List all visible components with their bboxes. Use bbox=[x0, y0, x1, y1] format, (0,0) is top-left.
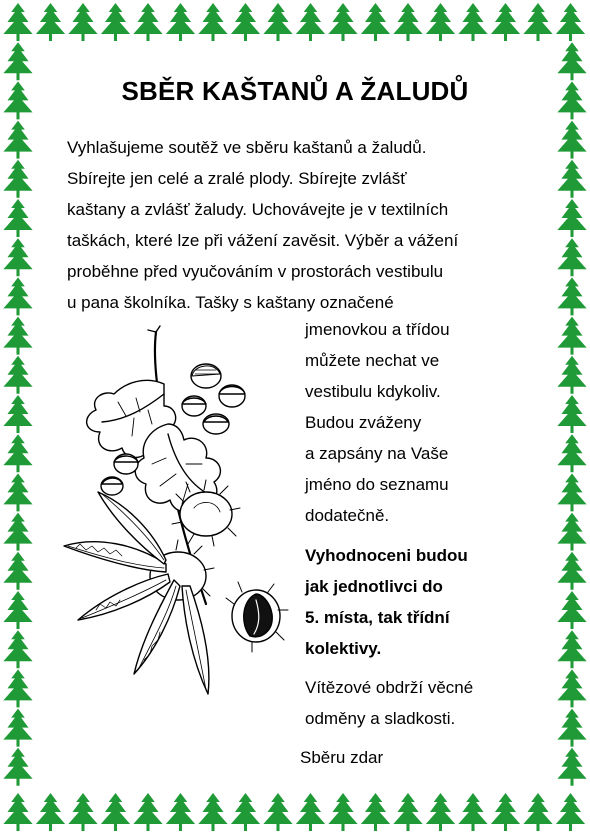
pine-tree-icon bbox=[3, 552, 32, 590]
pine-tree-icon bbox=[3, 3, 32, 41]
pine-tree-icon bbox=[166, 793, 195, 831]
pine-tree-icon bbox=[231, 793, 260, 831]
pine-tree-icon bbox=[557, 630, 586, 668]
pine-tree-icon bbox=[557, 121, 586, 159]
pine-tree-icon bbox=[3, 434, 32, 472]
pine-tree-icon bbox=[3, 709, 32, 747]
text-line: jmenovkou a třídou bbox=[305, 320, 450, 339]
pine-tree-icon bbox=[198, 3, 227, 41]
pine-tree-icon bbox=[101, 3, 130, 41]
text-line: a zapsány na Vaše bbox=[305, 444, 449, 463]
pine-tree-icon bbox=[3, 121, 32, 159]
text-line: dodatečně. bbox=[305, 506, 390, 525]
pine-tree-icon bbox=[133, 3, 162, 41]
text-line: Vyhlašujeme soutěž ve sběru kaštanů a žaludů. bbox=[67, 138, 427, 157]
intro-paragraph bbox=[67, 132, 537, 318]
pine-tree-icon bbox=[3, 591, 32, 629]
text-line: jméno do seznamu bbox=[305, 475, 449, 494]
pine-tree-icon bbox=[556, 793, 585, 831]
text-line: 5. místa, tak třídní bbox=[305, 608, 450, 627]
pine-tree-icon bbox=[557, 434, 586, 472]
pine-tree-icon bbox=[458, 793, 487, 831]
pine-tree-icon bbox=[263, 793, 292, 831]
pine-tree-icon bbox=[68, 3, 97, 41]
pine-tree-icon bbox=[557, 709, 586, 747]
pine-tree-icon bbox=[426, 3, 455, 41]
pine-tree-icon bbox=[328, 793, 357, 831]
pine-tree-icon bbox=[3, 199, 32, 237]
pine-tree-icon bbox=[263, 3, 292, 41]
pine-tree-icon bbox=[3, 317, 32, 355]
pine-tree-icon bbox=[133, 793, 162, 831]
pine-tree-icon bbox=[3, 395, 32, 433]
text-line: vestibulu kdykoliv. bbox=[305, 382, 441, 401]
pine-tree-icon bbox=[556, 3, 585, 41]
pine-tree-icon bbox=[3, 669, 32, 707]
chestnut-acorn-illustration bbox=[56, 324, 306, 724]
pine-tree-icon bbox=[557, 669, 586, 707]
pine-tree-icon bbox=[557, 513, 586, 551]
pine-tree-icon bbox=[557, 748, 586, 786]
pine-tree-icon bbox=[231, 3, 260, 41]
text-line: kolektivy. bbox=[305, 639, 382, 658]
pine-tree-icon bbox=[491, 793, 520, 831]
pine-tree-icon bbox=[3, 630, 32, 668]
pine-tree-icon bbox=[3, 748, 32, 786]
text-line: Vítězové obdrží věcné bbox=[305, 678, 474, 697]
pine-tree-icon bbox=[3, 513, 32, 551]
pine-tree-icon bbox=[36, 793, 65, 831]
pine-tree-icon bbox=[296, 3, 325, 41]
text-line: odměny a sladkosti. bbox=[305, 709, 456, 728]
pine-tree-icon bbox=[3, 473, 32, 511]
pine-tree-icon bbox=[557, 395, 586, 433]
pine-tree-icon bbox=[426, 793, 455, 831]
pine-tree-icon bbox=[3, 793, 32, 831]
pine-tree-icon bbox=[296, 793, 325, 831]
pine-tree-icon bbox=[523, 3, 552, 41]
pine-tree-icon bbox=[557, 277, 586, 315]
pine-tree-icon bbox=[101, 793, 130, 831]
pine-tree-icon bbox=[393, 793, 422, 831]
pine-tree-icon bbox=[557, 317, 586, 355]
text-line: u pana školníka. Tašky s kaštany označené bbox=[67, 293, 394, 312]
pine-tree-icon bbox=[3, 356, 32, 394]
pine-tree-icon bbox=[3, 238, 32, 276]
pine-tree-icon bbox=[557, 356, 586, 394]
pine-tree-icon bbox=[557, 591, 586, 629]
text-line: jak jednotlivci do bbox=[305, 577, 443, 596]
pine-tree-icon bbox=[458, 3, 487, 41]
text-line: Budou zváženy bbox=[305, 413, 422, 432]
text-line: kaštany a zvlášť žaludy. Uchovávejte je v textilních bbox=[67, 200, 449, 219]
text-line: proběhne před vyučováním v prostorách vestibulu bbox=[67, 262, 444, 281]
pine-tree-icon bbox=[3, 42, 32, 80]
text-line: Sbírejte jen celé a zralé plody. Sbírejte zvlášť bbox=[67, 169, 407, 188]
pine-tree-icon bbox=[557, 473, 586, 511]
pine-tree-icon bbox=[557, 42, 586, 80]
storage-paragraph bbox=[305, 314, 545, 531]
closing-greeting: Sběru zdar bbox=[300, 748, 384, 767]
pine-tree-icon bbox=[361, 793, 390, 831]
pine-tree-icon bbox=[557, 199, 586, 237]
pine-tree-icon bbox=[328, 3, 357, 41]
text-line: Vyhodnoceni budou bbox=[305, 546, 468, 565]
pine-tree-icon bbox=[166, 3, 195, 41]
evaluation-paragraph bbox=[305, 540, 545, 664]
pine-tree-icon bbox=[557, 238, 586, 276]
pine-tree-icon bbox=[491, 3, 520, 41]
pine-tree-icon bbox=[3, 160, 32, 198]
pine-tree-icon bbox=[3, 277, 32, 315]
pine-tree-icon bbox=[36, 3, 65, 41]
pine-tree-icon bbox=[523, 793, 552, 831]
prize-paragraph bbox=[305, 672, 545, 734]
text-line: taškách, které lze při vážení zavěsit. Výběr a vážení bbox=[67, 231, 459, 250]
pine-tree-icon bbox=[557, 160, 586, 198]
page-title: SBĚR KAŠTANŮ A ŽALUDŮ bbox=[121, 76, 469, 106]
text-line: můžete nechat ve bbox=[305, 351, 440, 370]
pine-tree-icon bbox=[361, 3, 390, 41]
pine-tree-icon bbox=[393, 3, 422, 41]
pine-tree-icon bbox=[198, 793, 227, 831]
pine-tree-icon bbox=[68, 793, 97, 831]
pine-tree-icon bbox=[557, 552, 586, 590]
